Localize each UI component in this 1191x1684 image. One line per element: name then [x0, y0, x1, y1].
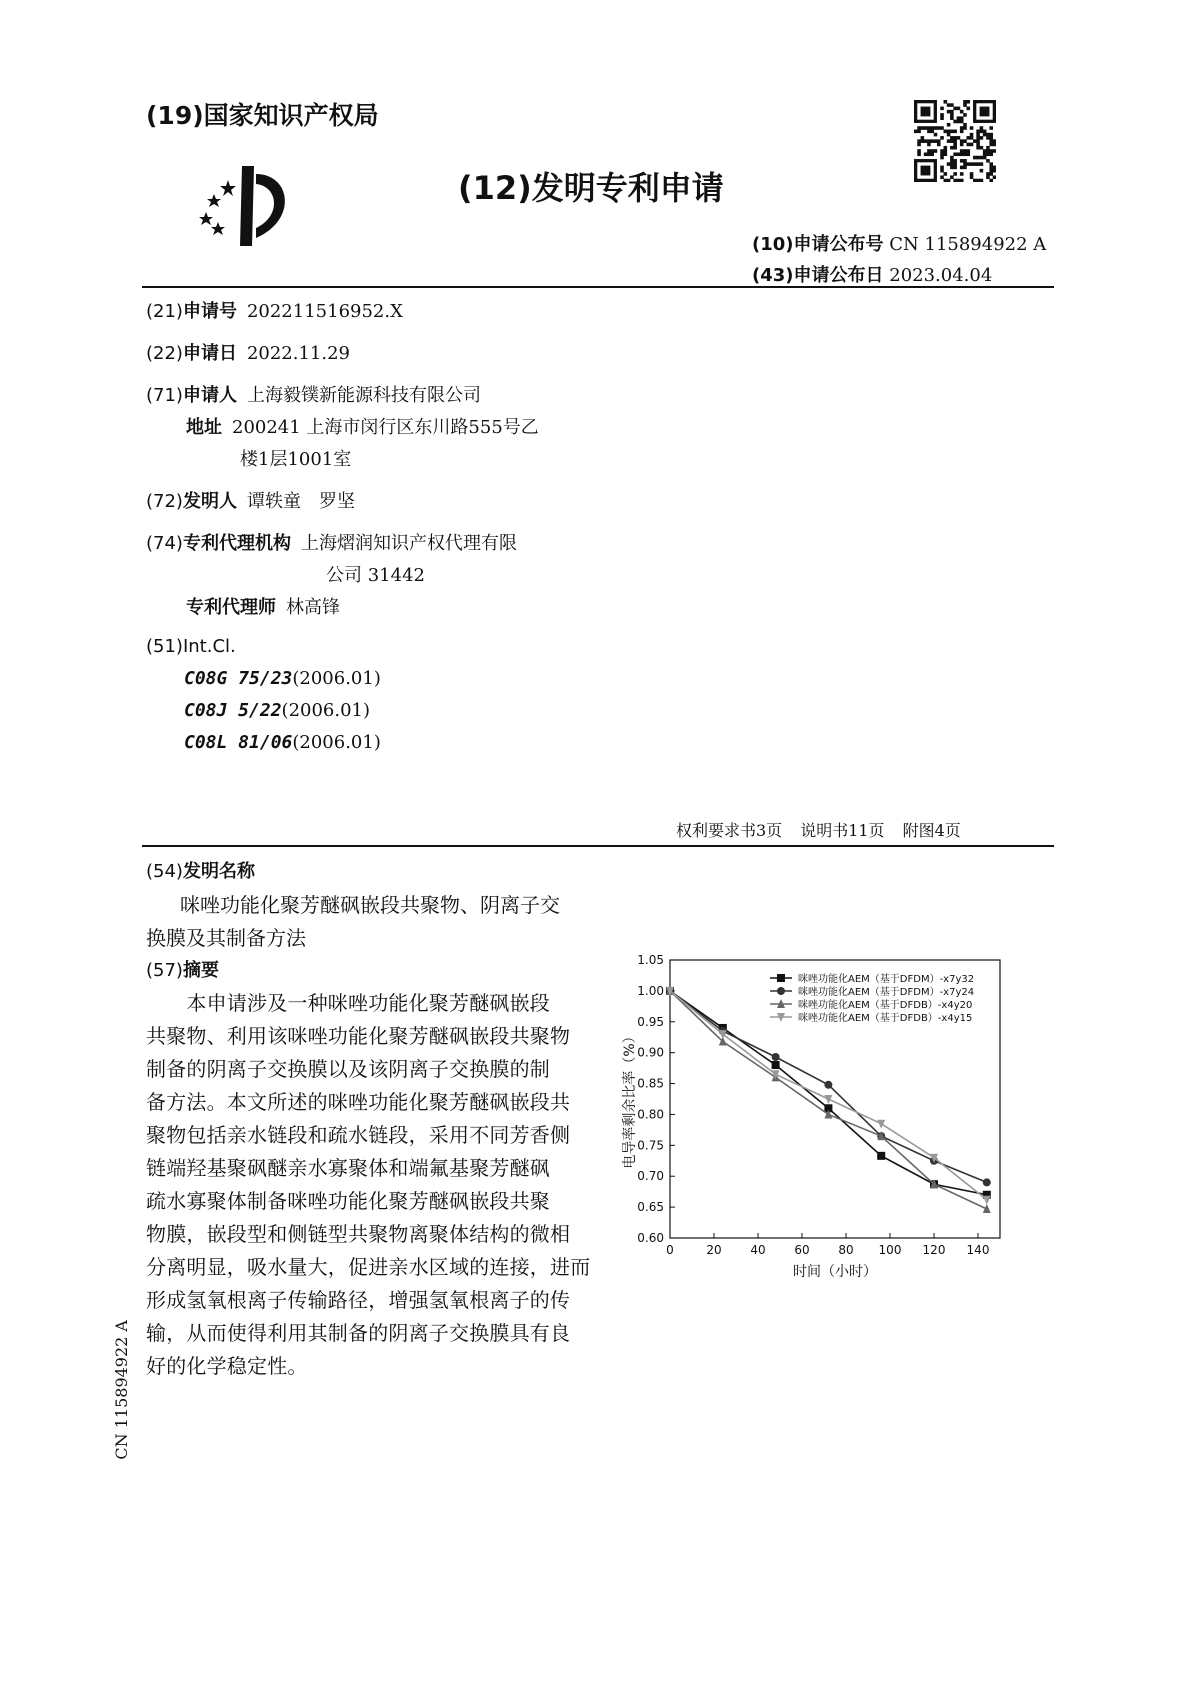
field-title [146, 857, 265, 883]
document-type: (12)发明专利申请 [458, 169, 724, 207]
x-tick-label: 20 [706, 1243, 722, 1257]
page-counts [676, 818, 979, 841]
data-point [772, 1053, 780, 1061]
data-point [983, 1178, 991, 1186]
y-tick-label: 0.70 [637, 1169, 664, 1184]
field-abstract [146, 956, 229, 982]
field-application-number [146, 297, 403, 323]
field-code: (57) [146, 960, 183, 981]
abstract-line: 分离明显，吸水量大，促进亲水区域的连接，进而 [146, 1255, 591, 1279]
invention-title-line-2: 换膜及其制备方法 [146, 926, 306, 950]
legend-label: 咪唑功能化AEM（基于DFDB）-x4y15 [798, 1013, 973, 1024]
abstract-line: 备方法。本文所述的咪唑功能化聚芳醚砜嵌段共 [146, 1090, 571, 1114]
application-number: 202211516952.X [246, 301, 403, 322]
address-line-1: 200241 上海市闵行区东川路555号乙 [232, 417, 539, 438]
field-code: (21) [146, 301, 183, 322]
invention-title-line-1: 咪唑功能化聚芳醚砜嵌段共聚物、阴离子交 [180, 893, 560, 917]
field-applicant [146, 381, 481, 407]
ipc-version: (2006.01) [281, 700, 371, 721]
ipc-code: C08J 5/22 [184, 700, 282, 721]
y-tick-label: 1.00 [637, 983, 664, 998]
field-label: 摘要 [182, 960, 219, 981]
abstract-line: 共聚物、利用该咪唑功能化聚芳醚砜嵌段共聚物 [146, 1024, 571, 1048]
x-tick-label: 40 [750, 1243, 766, 1257]
field-code: (71) [146, 385, 183, 406]
abstract-line: 物膜，嵌段型和侧链型共聚物离聚体结构的微相 [146, 1222, 571, 1246]
agency-line-2: 公司 31442 [326, 565, 425, 586]
data-point [824, 1081, 832, 1089]
field-label: 申请日 [182, 343, 237, 364]
ipc-class [184, 668, 381, 689]
y-axis-label: 电导率剩余比率（%） [622, 1029, 638, 1169]
field-agency [146, 529, 517, 555]
field-code: (72) [146, 491, 183, 512]
field-address [186, 413, 539, 439]
y-tick-label: 0.60 [637, 1231, 664, 1245]
abstract-line: 本申请涉及一种咪唑功能化聚芳醚砜嵌段 [146, 991, 550, 1015]
legend-label: 咪唑功能化AEM（基于DFDB）-x4y20 [798, 1000, 973, 1011]
qr-code [914, 100, 996, 182]
drawings-pages: 附图4页 [902, 821, 961, 840]
claims-pages: 权利要求书3页 [676, 821, 783, 840]
ipc-code: C08L 81/06 [184, 732, 293, 753]
side-publication-number: CN 115894922 A [112, 1320, 131, 1460]
field-code: (51) [146, 636, 183, 657]
field-label: 专利代理机构 [182, 533, 291, 554]
office-name: (19)国家知识产权局 [146, 101, 379, 130]
y-tick-label: 0.80 [637, 1107, 664, 1122]
x-tick-label: 120 [922, 1243, 946, 1257]
field-application-date [146, 339, 350, 365]
x-tick-label: 60 [794, 1243, 810, 1257]
conductivity-chart [620, 950, 1060, 1310]
x-tick-label: 80 [838, 1243, 854, 1257]
field-intcl [146, 636, 236, 657]
field-label: 发明名称 [182, 861, 255, 882]
field-label: 专利代理师 [186, 597, 276, 618]
publication-number-row [752, 230, 1046, 256]
inventor-names: 谭轶童 罗坚 [246, 491, 355, 512]
ipc-class [184, 700, 370, 721]
x-tick-label: 140 [966, 1243, 990, 1257]
abstract-line: 链端羟基聚砜醚亲水寡聚体和端氟基聚芳醚砜 [146, 1156, 550, 1180]
y-tick-label: 0.85 [637, 1076, 664, 1091]
data-point [777, 987, 785, 995]
data-point [772, 1061, 780, 1069]
field-code: (54) [146, 861, 183, 882]
abstract-line: 好的化学稳定性。 [146, 1354, 308, 1378]
ipc-version: (2006.01) [292, 668, 381, 689]
field-inventor [146, 487, 355, 513]
legend-label: 咪唑功能化AEM（基于DFDM）-x7y24 [798, 987, 975, 998]
field-agent [186, 593, 340, 619]
data-point [877, 1120, 885, 1129]
field-label: 地址 [186, 417, 222, 438]
y-tick-label: 0.75 [637, 1138, 664, 1153]
legend-label: 咪唑功能化AEM（基于DFDM）-x7y32 [798, 974, 975, 985]
publication-number: CN 115894922 A [889, 234, 1047, 255]
y-tick-label: 0.95 [637, 1014, 664, 1029]
field-code: (22) [146, 343, 183, 364]
publication-date-label: (43)申请公布日 [752, 265, 884, 286]
application-date: 2022.11.29 [246, 343, 351, 364]
ipc-code: C08G 75/23 [184, 668, 293, 689]
agency-line-1: 上海熠润知识产权代理有限 [300, 533, 517, 554]
agent-name: 林高锋 [286, 597, 340, 618]
data-point [877, 1152, 885, 1160]
data-point [983, 1196, 991, 1205]
x-tick-label: 0 [666, 1243, 674, 1257]
publication-date: 2023.04.04 [889, 265, 993, 286]
y-tick-label: 0.65 [637, 1200, 664, 1215]
section-divider [142, 845, 1054, 847]
field-code: (74) [146, 533, 183, 554]
publication-date-row [752, 261, 992, 287]
y-tick-label: 1.05 [637, 953, 664, 967]
abstract-line: 输，从而使得利用其制备的阴离子交换膜具有良 [146, 1321, 571, 1345]
ipc-version: (2006.01) [292, 732, 381, 753]
abstract-line: 制备的阴离子交换膜以及该阴离子交换膜的制 [146, 1057, 550, 1081]
x-tick-label: 100 [878, 1243, 902, 1257]
field-label: 申请人 [182, 385, 237, 406]
address-line-2: 楼1层1001室 [240, 449, 352, 470]
ipc-class [184, 732, 381, 753]
description-pages: 说明书11页 [800, 821, 885, 840]
abstract-line: 形成氢氧根离子传输路径，增强氢氧根离子的传 [146, 1288, 571, 1312]
header-divider [142, 286, 1054, 288]
x-axis-label: 时间（小时） [793, 1264, 877, 1280]
field-label: 申请号 [182, 301, 237, 322]
publication-number-label: (10)申请公布号 [752, 234, 884, 255]
field-label: 发明人 [182, 491, 237, 512]
applicant-name: 上海毅镤新能源科技有限公司 [246, 385, 481, 406]
field-label: Int.Cl. [182, 636, 236, 657]
abstract-line: 疏水寡聚体制备咪唑功能化聚芳醚砜嵌段共聚 [146, 1189, 550, 1213]
y-tick-label: 0.90 [637, 1045, 664, 1060]
cnipa-logo [196, 160, 306, 252]
abstract-line: 聚物包括亲水链段和疏水链段，采用不同芳香侧 [146, 1123, 571, 1147]
data-point [777, 974, 785, 982]
